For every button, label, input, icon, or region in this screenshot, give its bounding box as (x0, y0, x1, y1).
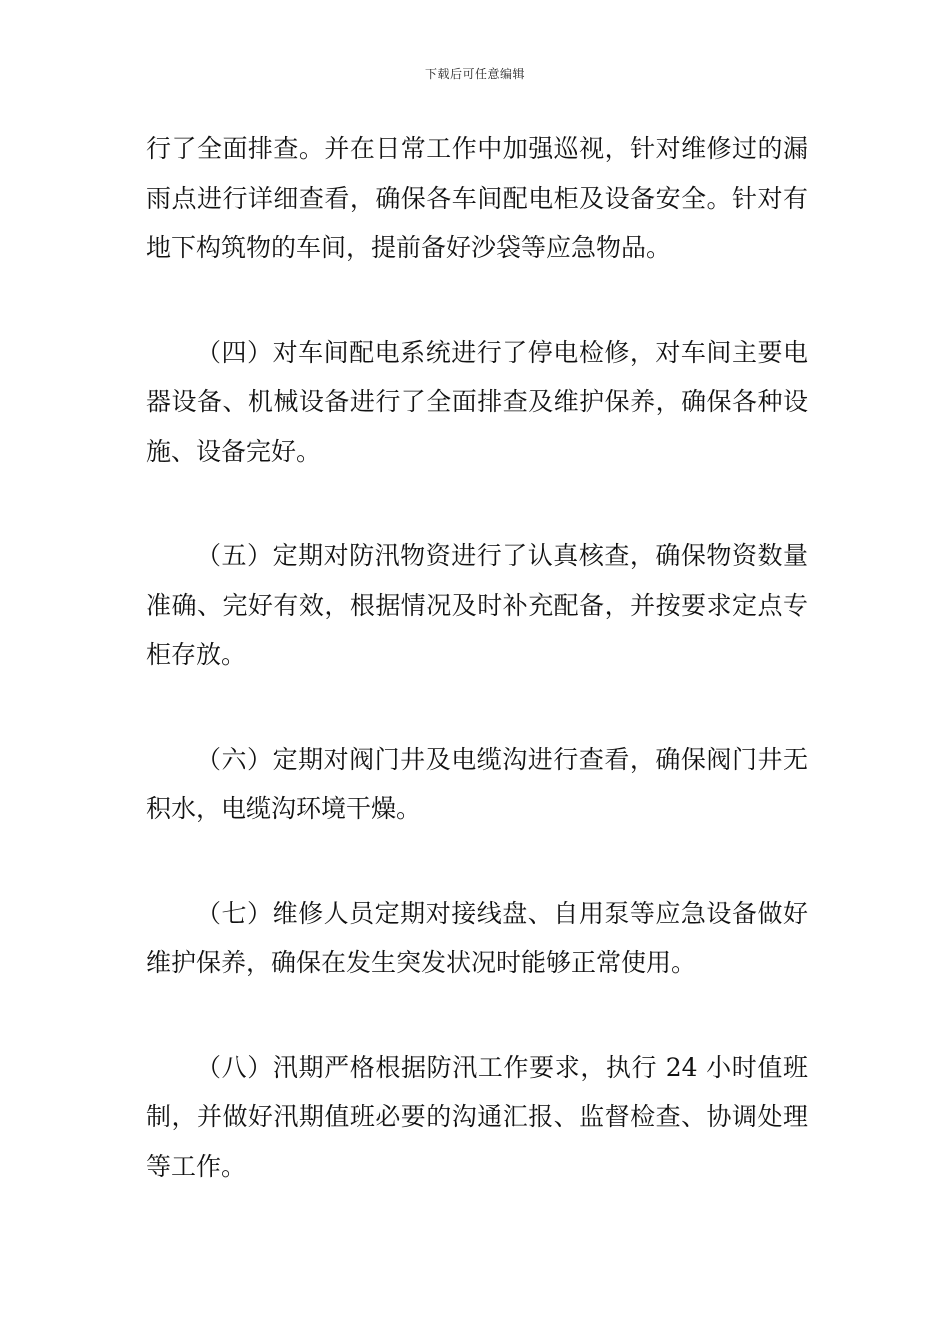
paragraph-item-6: （六）定期对阀门井及电缆沟进行查看，确保阀门井无积水，电缆沟环境干燥。 (146, 744, 808, 823)
document-body (146, 124, 808, 1191)
paragraph-continuation: 行了全面排查。并在日常工作中加强巡视，针对维修过的漏雨点进行详细查看，确保各车间配电柜及设备安全。针对有地下构筑物的车间，提前备好沙袋等应急物品。 (146, 134, 808, 262)
paragraph-gap (146, 680, 808, 735)
paragraph-item-4: （四）对车间配电系统进行了停电检修，对车间主要电器设备、机械设备进行了全面排查及维护保养，确保各种设施、设备完好。 (146, 337, 808, 466)
page-header-watermark: 下载后可任意编辑 (424, 67, 525, 81)
paragraph-gap (146, 273, 808, 328)
paragraph-gap (146, 988, 808, 1043)
paragraph-gap (146, 476, 808, 531)
paragraph-gap (146, 834, 808, 889)
paragraph-item-7: （七）维修人员定期对接线盘、自用泵等应急设备做好维护保养，确保在发生突发状况时能够正常使用。 (146, 898, 808, 977)
paragraph-item-5: （五）定期对防汛物资进行了认真核查，确保物资数量准确、完好有效，根据情况及时补充配备，并按要求定点专柜存放。 (146, 541, 808, 669)
paragraph-item-8: （八）汛期严格根据防汛工作要求，执行 24 小时值班制，并做好汛期值班必要的沟通汇报、监督检查、协调处理等工作。 (146, 1052, 808, 1181)
